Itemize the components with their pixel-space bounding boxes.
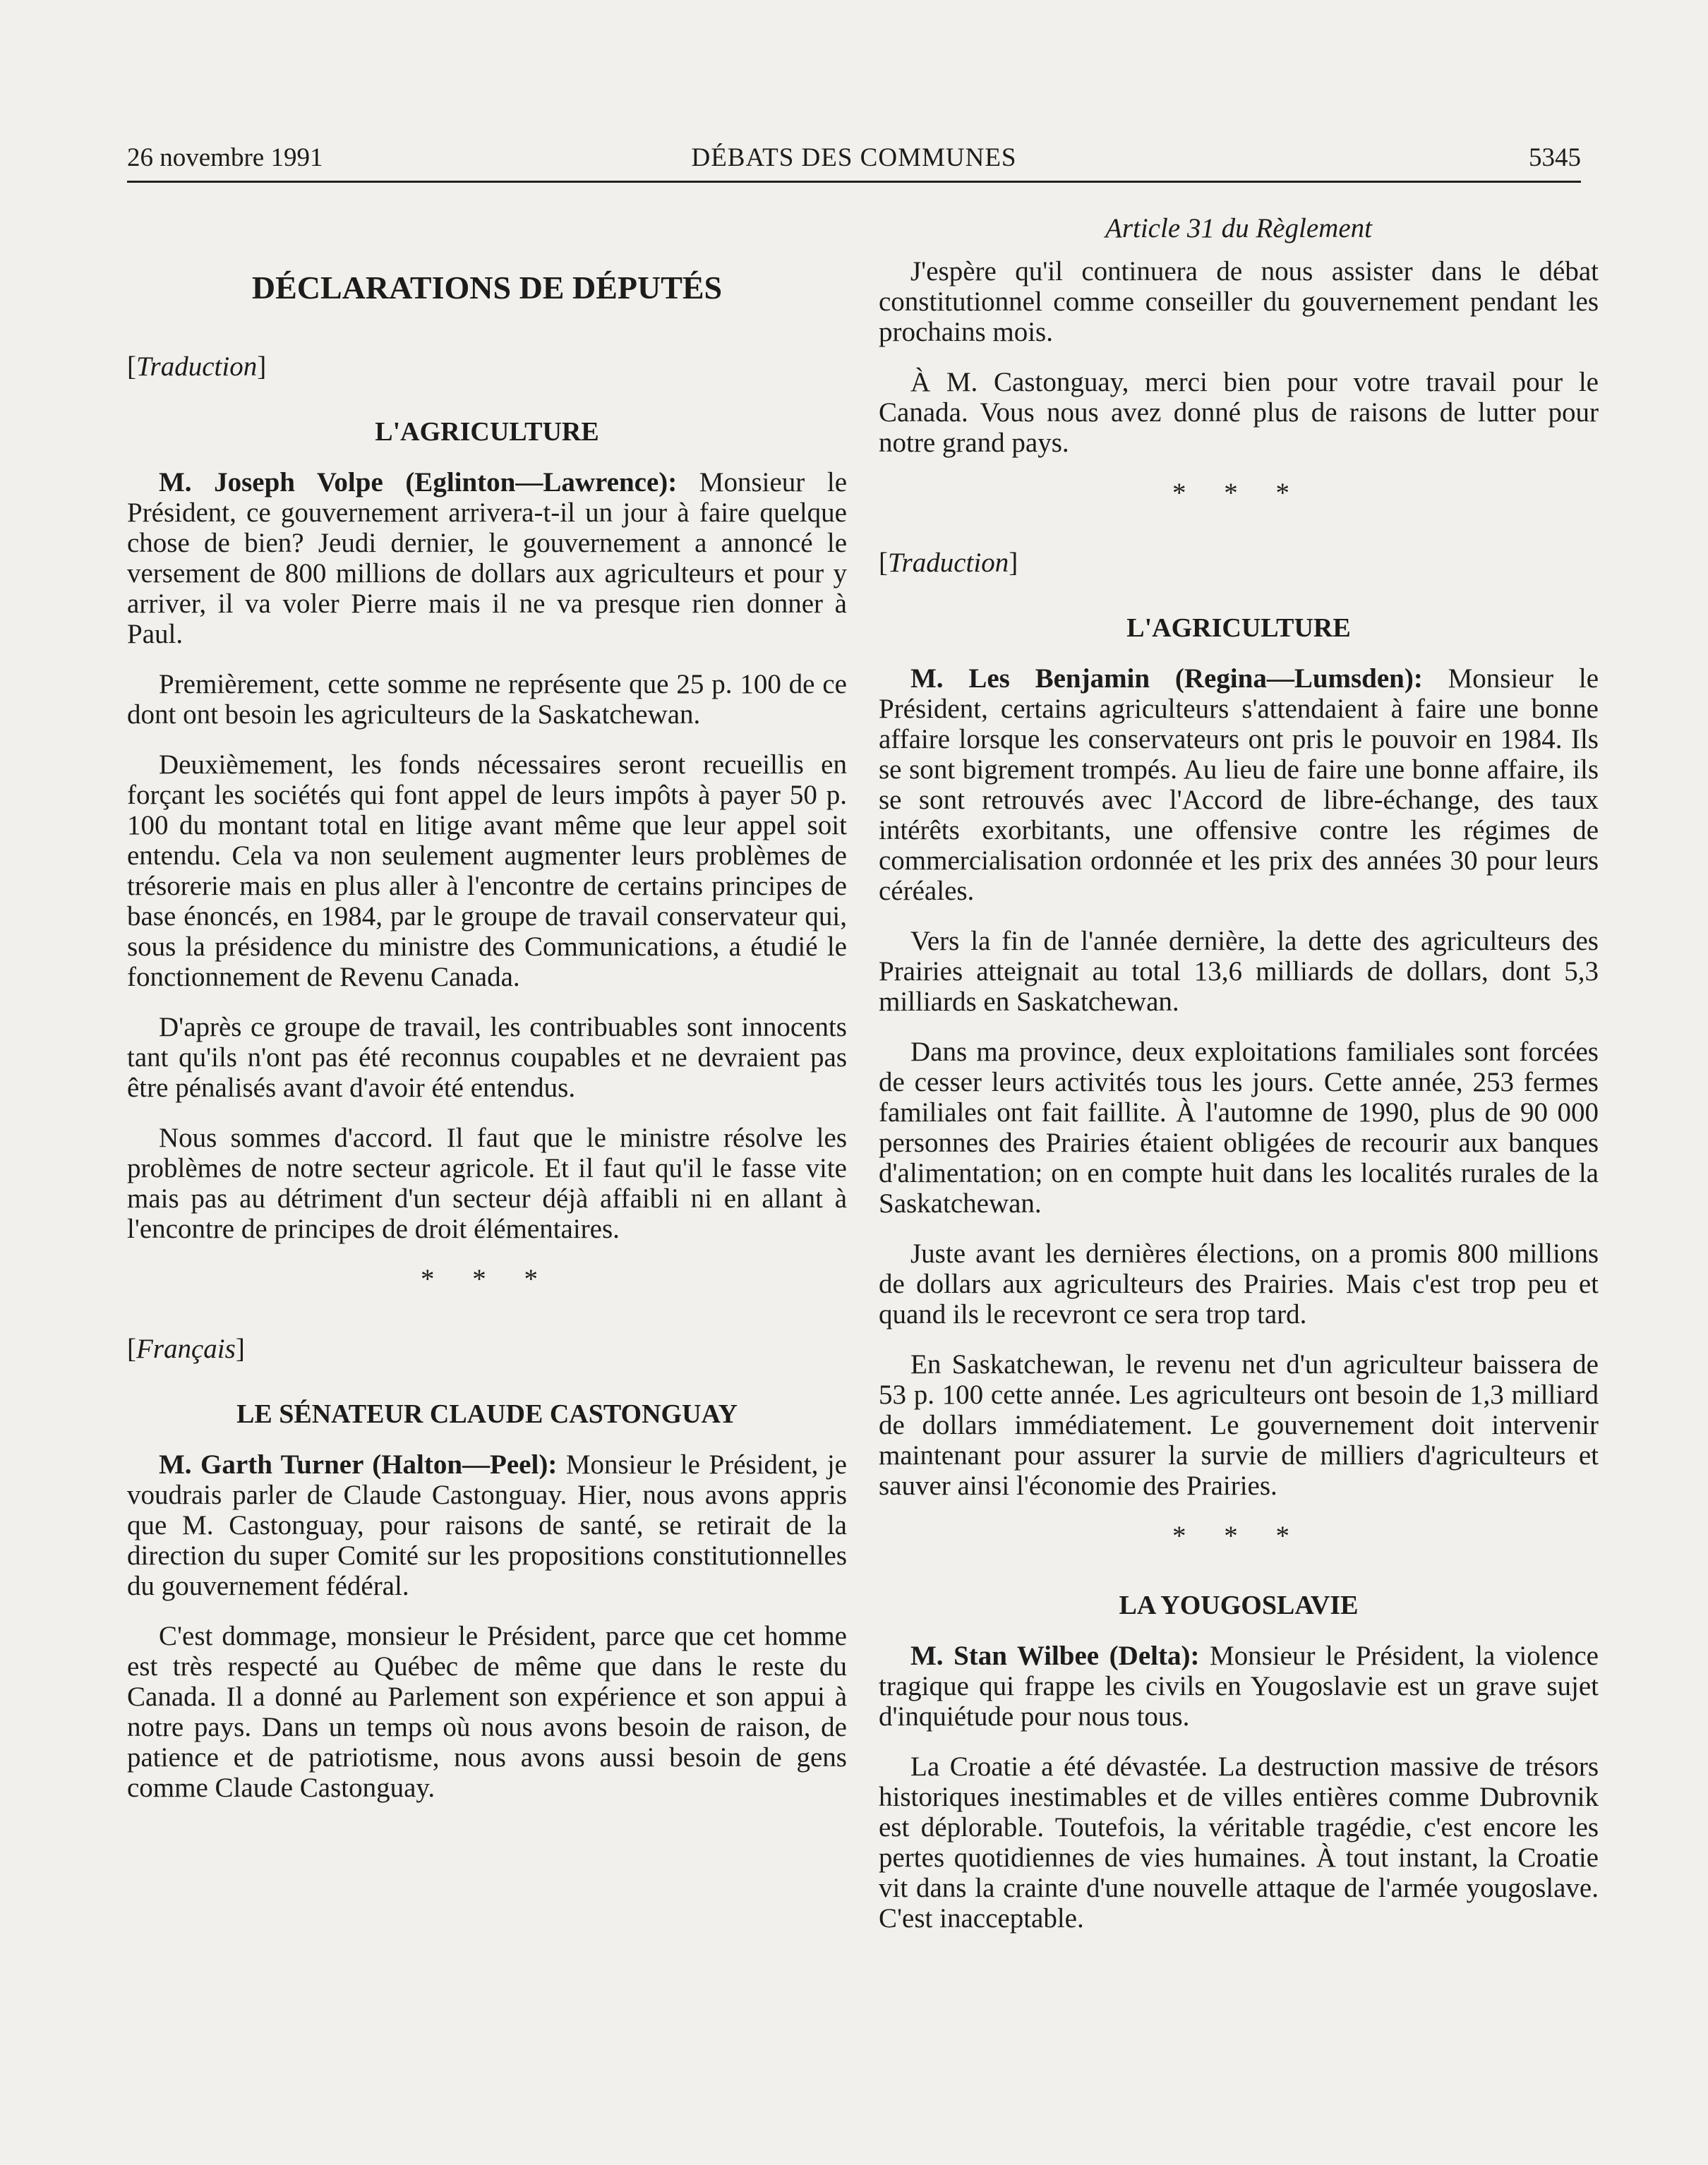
- speaker-name: M. Stan Wilbee (Delta):: [910, 1641, 1200, 1671]
- tag-text: Traduction: [136, 351, 258, 382]
- header-title: DÉBATS DES COMMUNES: [691, 143, 1017, 172]
- statement-paragraph: À M. Castonguay, merci bien pour votre travail pour le Canada. Vous nous avez donné plus de raisons de lutter pour notre grand pays.: [879, 367, 1599, 458]
- paragraph-text: Monsieur le Président, certains agriculteurs s'attendaient à faire une bonne affaire lorsque les conservateurs ont pris le pouvoir en 1984. Ils se sont bigrement trompés. Au lieu de faire une bonne affaire, ils se sont retrouvés avec l'Accord de libre-échange, des taux intérêts exorbitants, une offensive contre les régimes de commercialisation ordonnée et les prix des années 30 pour leurs céréales.: [879, 663, 1599, 906]
- statement-paragraph: En Saskatchewan, le revenu net d'un agriculteur baissera de 53 p. 100 cette année. Les agriculteurs ont besoin de 1,3 milliard de dollars immédiatement. Le gouvernement doit intervenir maintenant pour assurer la survie de milliers d'agriculteurs et sauver ainsi l'économie des Prairies.: [879, 1349, 1599, 1501]
- section-separator: * * *: [1172, 478, 1305, 508]
- main-heading: DÉCLARATIONS DE DÉPUTÉS: [251, 270, 723, 306]
- statement-paragraph: [127, 1449, 847, 1601]
- statement-paragraph: [879, 663, 1599, 906]
- tag-text: Français: [136, 1334, 236, 1364]
- column-subheading: Article 31 du Règlement: [1105, 213, 1372, 243]
- right-column: [879, 206, 1599, 1953]
- left-column: [127, 206, 847, 1823]
- statement-paragraph: Vers la fin de l'année dernière, la dette des agriculteurs des Prairies atteignait au total 13,6 milliards de dollars, dont 5,3 milliards en Saskatchewan.: [879, 926, 1599, 1017]
- speaker-name: M. Garth Turner (Halton—Peel):: [159, 1449, 558, 1480]
- translation-tag: [Traduction]: [879, 548, 1018, 578]
- translation-tag: [Traduction]: [127, 351, 267, 382]
- paragraph-text: Monsieur le Président, ce gouvernement arrivera-t-il un jour à faire quelque chose de bien? Jeudi dernier, le gouvernement a annoncé le versement de 800 millions de dollars aux agriculteurs et pour y arriver, il va voler Pierre mais il ne va presque rien donner à Paul.: [127, 467, 848, 649]
- statement-paragraph: Nous sommes d'accord. Il faut que le ministre résolve les problèmes de notre secteur agricole. Et il faut qu'il le fasse vite mais pas au détriment d'un secteur déjà affaibli ni en allant à l'encontre de principes de droit élémentaires.: [127, 1123, 847, 1244]
- statement-paragraph: [879, 1641, 1599, 1732]
- section-heading-castonguay: LE SÉNATEUR CLAUDE CASTONGUAY: [236, 1399, 738, 1429]
- header-page-number: 5345: [1529, 143, 1581, 172]
- statement-paragraph: J'espère qu'il continuera de nous assister dans le débat constitutionnel comme conseiller du gouvernement pendant les prochains mois.: [879, 256, 1599, 347]
- statement-paragraph: Deuxièmement, les fonds nécessaires seront recueillis en forçant les sociétés qui font appel de leurs impôts à payer 50 p. 100 du montant total en litige avant même que leur appel soit entendu. Cela va non seulement augmenter leurs problèmes de trésorerie mais en plus aller à l'encontre de certains principes de base énoncés, en 1984, par le groupe de travail conservateur qui, sous la présidence du ministre des Communications, a étudié le fonctionnement de Revenu Canada.: [127, 749, 847, 992]
- statement-paragraph: La Croatie a été dévastée. La destruction massive de trésors historiques inestimables et de villes entières comme Dubrovnik est déplorable. Toutefois, la véritable tragédie, c'est encore les pertes quotidiennes de vies humaines. À tout instant, la Croatie vit dans la crainte d'une nouvelle attaque de l'armée yougoslave. C'est inacceptable.: [879, 1751, 1599, 1934]
- section-separator: * * *: [1172, 1521, 1305, 1551]
- section-heading-agriculture: L'AGRICULTURE: [1126, 613, 1351, 643]
- header-date: 26 novembre 1991: [127, 143, 323, 172]
- statement-paragraph: D'après ce groupe de travail, les contribuables sont innocents tant qu'ils n'ont pas été reconnus coupables et ne devraient pas être pénalisés avant d'avoir été entendus.: [127, 1012, 847, 1103]
- section-heading-yougoslavie: LA YOUGOSLAVIE: [1119, 1591, 1359, 1620]
- speaker-name: M. Les Benjamin (Regina—Lumsden):: [910, 663, 1423, 694]
- paragraph-text: Monsieur le Président, je voudrais parler de Claude Castonguay. Hier, nous avons appris que M. Castonguay, pour raisons de santé, se retirait de la direction du super Comité sur les propositions constitutionnelles du gouvernement fédéral.: [127, 1449, 847, 1601]
- tag-text: Traduction: [888, 548, 1009, 578]
- page-header: [127, 138, 1581, 183]
- statement-paragraph: C'est dommage, monsieur le Président, parce que cet homme est très respecté au Québec de même que dans le reste du Canada. Il a donné au Parlement son expérience et son appui à notre pays. Dans un temps où nous avons besoin de raison, de patience et de patriotisme, nous avons aussi besoin de gens comme Claude Castonguay.: [127, 1621, 847, 1803]
- paragraph-text: Monsieur le Président, la violence tragique qui frappe les civils en Yougoslavie est un grave sujet d'inquiétude pour nous tous.: [879, 1641, 1599, 1732]
- speaker-name: M. Joseph Volpe (Eglinton—Lawrence):: [159, 467, 678, 497]
- statement-paragraph: Dans ma province, deux exploitations familiales sont forcées de cesser leurs activités tous les jours. Cette année, 253 fermes familiales ont fait faillite. À l'automne de 1990, plus de 90 000 personnes des Prairies étaient obligées de recourir aux banques d'alimentation; on en compte huit dans les localités rurales de la Saskatchewan.: [879, 1037, 1599, 1219]
- language-tag: [Français]: [127, 1334, 245, 1364]
- section-heading-agriculture: L'AGRICULTURE: [375, 417, 599, 447]
- statement-paragraph: [127, 467, 847, 649]
- statement-paragraph: Premièrement, cette somme ne représente que 25 p. 100 de ce dont ont besoin les agriculteurs de la Saskatchewan.: [127, 669, 847, 730]
- section-separator: * * *: [421, 1264, 553, 1294]
- statement-paragraph: Juste avant les dernières élections, on a promis 800 millions de dollars aux agriculteurs des Prairies. Mais c'est trop peu et quand ils le recevront ce sera trop tard.: [879, 1238, 1599, 1329]
